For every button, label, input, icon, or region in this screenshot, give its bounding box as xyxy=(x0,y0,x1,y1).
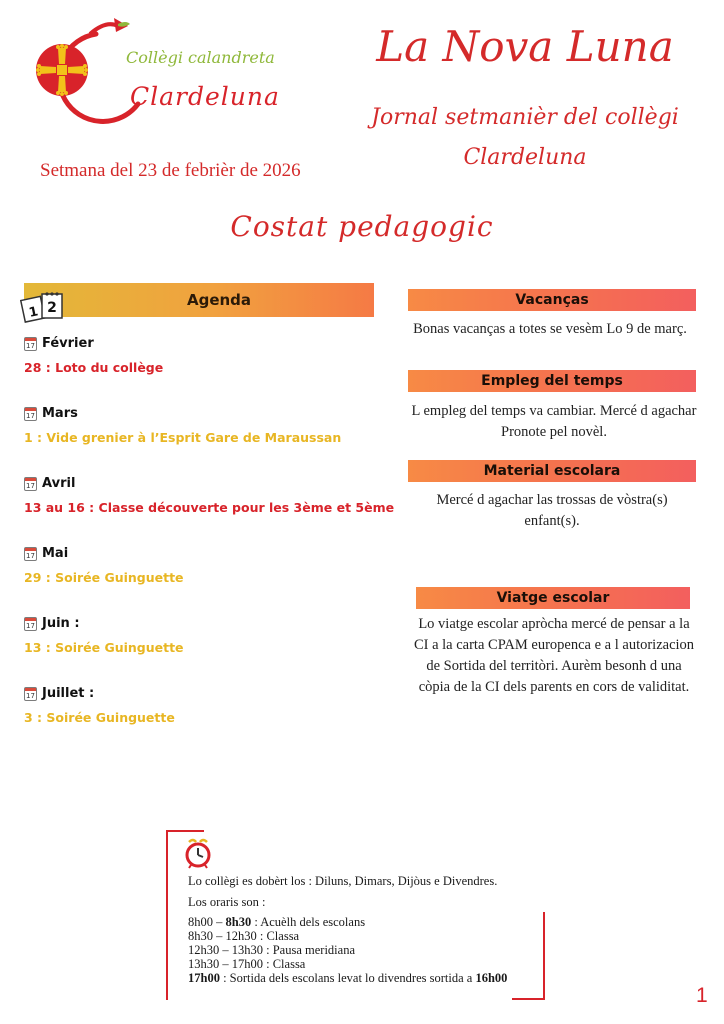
empleg-text: L empleg del temps va cambiar. Mercé d agachar Pronote pel novèl. xyxy=(411,403,697,440)
schedule-time-bold: 17h00 xyxy=(188,971,220,985)
month-fevrier xyxy=(24,336,94,351)
month-avril xyxy=(24,476,75,491)
schedule-intro: Los oraris son : xyxy=(188,895,266,909)
event-juillet: 3 : Soirée Guinguette xyxy=(24,710,175,725)
schedule-line xyxy=(188,915,365,930)
month-mai xyxy=(24,546,68,561)
journal-subtitle: Jornal setmanièr del collègi Clardeluna xyxy=(371,105,679,170)
schedule-time-bold: 8h30 xyxy=(225,915,252,929)
occitan-cross-icon xyxy=(36,44,88,96)
schedule-line: 12h30 – 13h30 : Pausa meridiana xyxy=(188,943,355,957)
month-label: Avril xyxy=(42,476,76,491)
logo-subtitle: Collègi calandreta xyxy=(126,48,275,67)
schedule-line: 8h30 – 12h30 : Classa xyxy=(188,929,300,943)
event-fevrier: 28 : Loto du collège xyxy=(24,360,164,375)
schedule-time-bold: 16h00 xyxy=(475,971,508,985)
journal-title: La Nova Luna xyxy=(376,22,674,71)
calendar-icon xyxy=(20,290,66,326)
calendar-small-icon: 17 xyxy=(24,407,37,421)
week-date: Setmana del 23 de febrièr de 2026 xyxy=(40,160,301,181)
month-label: Février xyxy=(42,336,94,351)
section-heading: Costat pedagogic xyxy=(230,210,494,243)
event-mai: 29 : Soirée Guinguette xyxy=(24,570,184,585)
empleg-header: Empleg del temps xyxy=(408,370,696,392)
box-border xyxy=(512,998,545,1000)
month-label: Mai xyxy=(42,546,69,561)
alarm-clock-icon xyxy=(183,837,213,869)
logo-name: Clardeluna xyxy=(130,82,280,111)
calendar-small-icon: 17 xyxy=(24,547,37,561)
month-label: Mars xyxy=(42,406,78,421)
month-mars xyxy=(24,406,78,421)
schedule-line xyxy=(188,971,507,986)
box-border xyxy=(166,830,168,1000)
viatge-header: Viatge escolar xyxy=(416,587,690,609)
box-border xyxy=(166,830,204,832)
box-border xyxy=(543,912,545,1000)
viatge-text: Lo viatge escolar apròcha mercé de pensar a la CI a la carta CPAM europenca e a l autorizacion de Sortida del territòri. Aurèm besonh d una còpia de la CI dels parents en cors de validitat. xyxy=(413,616,695,695)
month-juillet xyxy=(24,686,94,701)
page-number: 1 xyxy=(696,984,708,1007)
event-mars: 1 : Vide grenier à l’Esprit Gare de Maraussan xyxy=(24,430,342,445)
month-label: Juin : xyxy=(42,616,80,631)
event-avril: 13 au 16 : Classe découverte pour les 3ème et 5ème xyxy=(24,500,395,515)
schedule-line: 13h30 – 17h00 : Classa xyxy=(188,957,306,971)
vacancas-text: Bonas vacanças a totes se vesèm Lo 9 de març. xyxy=(413,321,687,337)
material-text: Mercé d agachar las trossas de vòstra(s) enfant(s). xyxy=(436,492,668,529)
calendar-small-icon: 17 xyxy=(24,687,37,701)
material-header: Material escolara xyxy=(408,460,696,482)
vacancas-header: Vacanças xyxy=(408,289,696,311)
schedule-open-days: Lo collègi es dobèrt los : Diluns, Dimars, Dijòus e Divendres. xyxy=(188,874,498,888)
schedule-activity: : Sortida dels escolans levat lo divendres sortida a xyxy=(219,971,476,985)
calendar-icon-number-2: 2 xyxy=(47,300,57,316)
calendar-small-icon: 17 xyxy=(24,337,37,351)
month-label: Juillet : xyxy=(42,686,95,701)
schedule-time: 8h00 – xyxy=(188,915,226,929)
calendar-small-icon: 17 xyxy=(24,477,37,491)
calendar-small-icon: 17 xyxy=(24,617,37,631)
agenda-title: Agenda xyxy=(186,291,252,309)
schedule-activity: : Acuèlh dels escolans xyxy=(251,915,366,929)
calendar-icon-number-1: 1 xyxy=(27,304,40,321)
event-juin: 13 : Soirée Guinguette xyxy=(24,640,184,655)
month-juin xyxy=(24,616,80,631)
